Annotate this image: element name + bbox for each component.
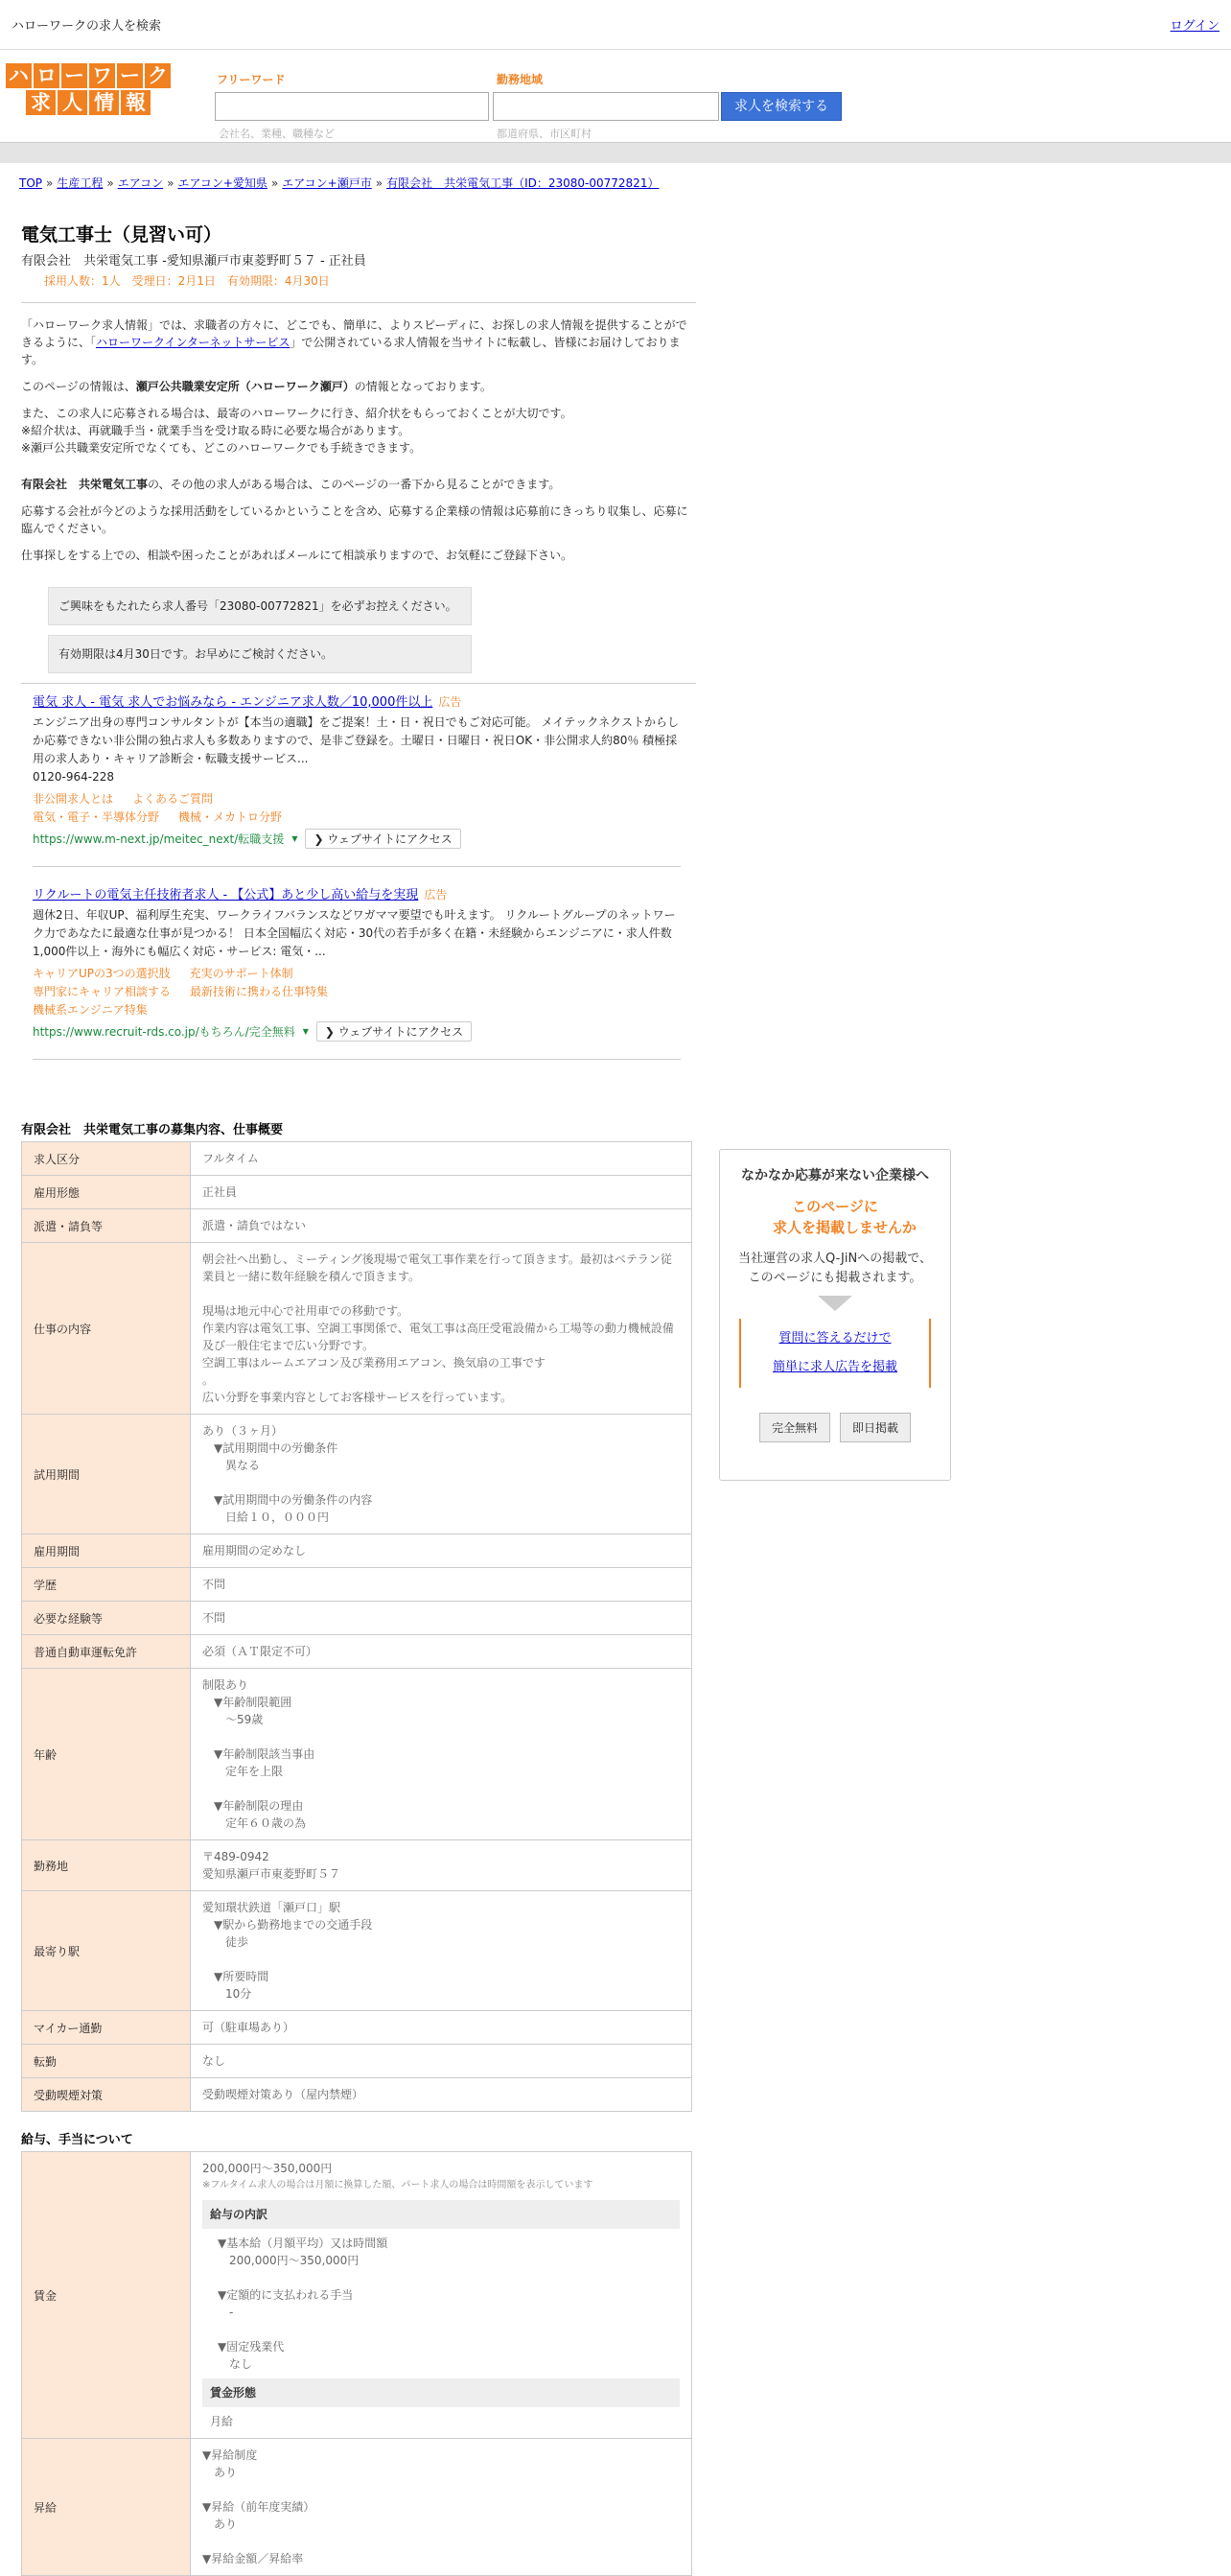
row-value: フルタイム bbox=[191, 1142, 692, 1176]
wage-title: 給与、手当について bbox=[21, 2133, 133, 2147]
table-row bbox=[22, 1669, 692, 1840]
site-title: ハローワークの求人を検索 bbox=[12, 19, 162, 34]
table-row bbox=[22, 1243, 692, 1415]
table-row bbox=[22, 1840, 692, 1891]
row-value: あり（３ヶ月） ▼試用期間中の労働条件 異なる ▼試用期間中の労働条件の内容 日給１０，０００円 bbox=[191, 1415, 692, 1534]
divider-bar bbox=[0, 142, 1231, 163]
logo-char: ク bbox=[145, 63, 171, 88]
row-key: 普通自動車運転免許 bbox=[22, 1635, 191, 1669]
table-row bbox=[22, 2439, 692, 2576]
row-value bbox=[191, 2152, 692, 2439]
breadcrumb-link[interactable]: エアコン+瀬戸市 bbox=[282, 176, 372, 190]
ad-sitelink[interactable]: 最新技術に携わる仕事特集 bbox=[190, 985, 329, 998]
wage-form: 月給 bbox=[210, 2415, 234, 2428]
breadcrumb-link[interactable]: エアコン bbox=[117, 176, 164, 190]
wage-form-heading: 賃金形態 bbox=[202, 2378, 680, 2407]
advice-paragraph: 応募する会社が今どのような採用活動をしているかということを含め、応募する企業様の情報は応募前にきっちり収集し、応募に臨んでください。 bbox=[21, 504, 688, 535]
row-value: 派遣・請負ではない bbox=[191, 1209, 692, 1243]
ad-sitelink[interactable]: 非公開求人とは bbox=[33, 792, 114, 806]
details-table bbox=[21, 1141, 692, 2112]
logo-char: ー bbox=[61, 63, 87, 88]
logo-char: 人 bbox=[58, 90, 87, 115]
logo-char: ー bbox=[117, 63, 143, 88]
free-button[interactable]: 完全無料 bbox=[759, 1413, 830, 1442]
table-row bbox=[22, 2152, 692, 2439]
main-content bbox=[21, 221, 696, 2576]
sidebar-link-post-ad[interactable]: 簡単に求人広告を掲載 bbox=[772, 1360, 897, 1374]
details-title: 有限会社 共栄電気工事の募集内容、仕事概要 bbox=[21, 1123, 284, 1137]
ad-title-link[interactable]: リクルートの電気主任技術者求人 - 【公式】あと少し高い給与を実現 bbox=[33, 888, 419, 902]
table-row bbox=[22, 1142, 692, 1176]
job-number-note: ご興味をもたれたら求人番号「23080-00772821」を必ずお控えください。 bbox=[48, 587, 472, 625]
same-day-button[interactable]: 即日掲載 bbox=[840, 1413, 911, 1442]
expiry-note: 有効期限は4月30日です。お早めにご検討ください。 bbox=[48, 635, 472, 673]
keyword-label: フリーワード bbox=[217, 73, 286, 86]
ad-badge: 広告 bbox=[438, 695, 462, 709]
row-value: ▼昇給制度 あり ▼昇給（前年度実績） あり ▼昇給金額／昇給率 bbox=[191, 2439, 692, 2576]
area-input[interactable] bbox=[493, 92, 719, 121]
source-paragraph: このページの情報は、瀬戸公共職業安定所（ハローワーク瀬戸）の情報となっております。 bbox=[21, 380, 492, 393]
table-row bbox=[22, 1534, 692, 1568]
sidebar-links bbox=[739, 1319, 931, 1388]
logo[interactable] bbox=[4, 63, 173, 119]
row-value: なし bbox=[191, 2045, 692, 2078]
breadcrumb-separator: » bbox=[167, 176, 174, 190]
breadcrumb-link[interactable]: エアコン+愛知県 bbox=[177, 176, 267, 190]
job-title: 電気工事士（見習い可） bbox=[21, 224, 222, 246]
ad-sitelink[interactable]: 機械・メカトロ分野 bbox=[178, 810, 283, 824]
advertise-sidebar bbox=[719, 1149, 951, 1481]
ad-sitelinks bbox=[33, 790, 681, 827]
table-row bbox=[22, 1415, 692, 1534]
search-button[interactable]: 求人を検索する bbox=[721, 92, 842, 121]
row-value: 愛知環状鉄道「瀬戸口」駅 ▼駅から勤務地までの交通手段 徒歩 ▼所要時間 10分 bbox=[191, 1891, 692, 2011]
breadcrumb-separator: » bbox=[46, 176, 54, 190]
row-value: 不問 bbox=[191, 1568, 692, 1602]
wage-range: 200,000円〜350,000円 bbox=[202, 2162, 333, 2175]
row-value: 不問 bbox=[191, 1602, 692, 1635]
row-key: 賃金 bbox=[22, 2152, 191, 2439]
row-key: 派遣・請負等 bbox=[22, 1209, 191, 1243]
row-key: 仕事の内容 bbox=[22, 1243, 191, 1415]
breakdown-heading: 給与の内訳 bbox=[202, 2200, 680, 2229]
sidebar-link-questions[interactable]: 質問に答えるだけで bbox=[778, 1331, 892, 1346]
company-line: 有限会社 共栄電気工事 -愛知県瀬戸市東菱野町５７ - 正社員 bbox=[21, 254, 366, 269]
ad-sitelink[interactable]: よくあるご質問 bbox=[132, 792, 214, 806]
row-key: マイカー通勤 bbox=[22, 2011, 191, 2045]
row-value: 可（駐車場あり） bbox=[191, 2011, 692, 2045]
breadcrumb-link[interactable]: 有限会社 共栄電気工事（ID：23080-00772821） bbox=[386, 176, 660, 190]
consult-paragraph: 仕事探しをする上での、相談や困ったことがあればメールにて相談承りますので、お気軽にご登録下さい。 bbox=[21, 549, 573, 562]
wage-table bbox=[21, 2151, 692, 2576]
row-key: 求人区分 bbox=[22, 1142, 191, 1176]
logo-char: 求 bbox=[26, 90, 56, 115]
area-hint: 都道府県、市区町村 bbox=[497, 128, 592, 140]
ad-block: 電気 求人 - 電気 求人でお悩みなら - エンジニア求人数／10,000件以上 広告 エンジニア出身の専門コンサルタントが【本当の適職】をご提案！土・日・祝日でもご対応可能。 メイテックネクストからしか応募できない非公開の独占求人も多数ありますので、是非ご登録を。土曜日・日曜日・祝日OK・非公開求人約80％ 積極採用の求人あり・キャリア診断会・転職支援サービス... 0120-964-228 非公開求人とは よくあるご質問 電気・電子・半導体分野 機械・メカトロ分野 https://www.m-next.jp/meitec_next/転職支援 ▼ ❯ ウェブサイトにアクセス bbox=[33, 691, 681, 867]
row-key: 昇給 bbox=[22, 2439, 191, 2576]
table-row bbox=[22, 2011, 692, 2045]
ad-description: エンジニア出身の専門コンサルタントが【本当の適職】をご提案！土・日・祝日でもご対応可能。 メイテックネクストからしか応募できない非公開の独占求人も多数ありますので、是非ご登録を。土曜日・日曜日・祝日OK・非公開求人約80％ 積極採用の求人あり・キャリア診断会・転職支援サービス... bbox=[33, 715, 679, 765]
row-key: 最寄り駅 bbox=[22, 1891, 191, 2011]
row-key: 受動喫煙対策 bbox=[22, 2078, 191, 2112]
referral-paragraph: また、この求人に応募される場合は、最寄のハローワークに行き、紹介状をもらっておくことが大切です。 ※紹介状は、再就職手当・就業手当を受け取る時に必要な場合があります。 ※瀬戸公共職業安定所でなくても、どこのハローワークでも手続きできます。 bbox=[21, 407, 572, 455]
login-link[interactable]: ログイン bbox=[1170, 19, 1219, 34]
table-row bbox=[22, 1209, 692, 1243]
logo-char: 情 bbox=[89, 90, 119, 115]
ad-sitelinks bbox=[33, 965, 681, 1019]
row-value: 必須（ＡＴ限定不可） bbox=[191, 1635, 692, 1669]
row-value: 制限あり ▼年齢制限範囲 〜59歳 ▼年齢制限該当事由 定年を上限 ▼年齢制限の理由 定年６０歳の為 bbox=[191, 1669, 692, 1840]
ad-description: 週休2日、年収UP、福利厚生充実、ワークライフバランスなどワガママ要望でも叶えます。 リクルートグループのネットワーク力であなたに最適な仕事が見つかる！ 日本全国幅広く対応・30代の若手が多く在籍・未経験からエンジニアに・求人件数1,000件以上・海外にも幅広く対応・サービス: 電気・... bbox=[33, 908, 676, 958]
row-key: 雇用期間 bbox=[22, 1534, 191, 1568]
ad-sitelink[interactable]: 機械系エンジニア特集 bbox=[33, 1003, 148, 1017]
area-label: 勤務地域 bbox=[497, 73, 544, 86]
row-key: 勤務地 bbox=[22, 1840, 191, 1891]
visit-website-button[interactable]: ❯ ウェブサイトにアクセス bbox=[316, 1021, 472, 1042]
breadcrumb-separator: » bbox=[375, 176, 383, 190]
top-bar bbox=[0, 0, 1231, 50]
ad-url[interactable]: https://www.recruit-rds.co.jp/もちろん/完全無料 bbox=[33, 1025, 295, 1039]
keyword-hint: 会社名、業種、職種など bbox=[219, 128, 335, 140]
breadcrumb-separator: » bbox=[106, 176, 114, 190]
ad-sitelink[interactable]: キャリアUPの3つの選択肢 bbox=[33, 967, 171, 980]
intro-paragraph: 「ハローワーク求人情報」では、求職者の方々に、どこでも、簡単に、よりスピーディに、お探しの求人情報を提供することができるように、「ハローワークインターネットサービス」で公開されている求人情報を当サイトに転載し、皆様にお届けしております。 bbox=[21, 318, 687, 366]
breadcrumb-link[interactable]: 生産工程 bbox=[57, 176, 104, 190]
table-row bbox=[22, 1635, 692, 1669]
row-value: 受動喫煙対策あり（屋内禁煙） bbox=[191, 2078, 692, 2112]
hellowork-internet-link[interactable]: ハローワークインターネットサービス bbox=[96, 336, 290, 349]
ad-sitelink[interactable]: 充実のサポート体制 bbox=[189, 967, 293, 980]
row-value: 雇用期間の定めなし bbox=[191, 1534, 692, 1568]
row-value: 正社員 bbox=[191, 1176, 692, 1209]
down-arrow-icon bbox=[818, 1296, 852, 1311]
row-key: 学歴 bbox=[22, 1568, 191, 1602]
logo-char: ロ bbox=[34, 63, 59, 88]
sidebar-title: なかなか応募が来ない企業様へ bbox=[741, 1168, 929, 1183]
breadcrumb-separator: » bbox=[270, 176, 279, 190]
row-value: 〒489-0942 愛知県瀬戸市東菱野町５７ bbox=[191, 1840, 692, 1891]
ad-sitelink[interactable]: 電気・電子・半導体分野 bbox=[33, 810, 160, 824]
sidebar-text: 当社運営の求人Q-JiNへの掲載で、 このページにも掲載されます。 bbox=[738, 1252, 932, 1285]
table-row bbox=[22, 1568, 692, 1602]
table-row bbox=[22, 2045, 692, 2078]
ad-block: リクルートの電気主任技術者求人 - 【公式】あと少し高い給与を実現 広告 週休2日、年収UP、福利厚生充実、ワークライフバランスなどワガママ要望でも叶えます。 リクルートグループのネットワーク力であなたに最適な仕事が見つかる！ 日本全国幅広く対応・30代の若手が多く在籍・未経験からエンジニアに・求人件数1,000件以上・海外にも幅広く対応・サービス: 電気・... キャリアUPの3つの選択肢 充実のサポート体制 専門家にキャリア相談する 最新技術に携わる仕事特集 機械系エンジニア特集 https://www.recruit-rds.co.jp/もちろん/完全無料 ▼ ❯ ウェブサイトにアクセス bbox=[33, 884, 681, 1060]
divider bbox=[21, 683, 696, 684]
visit-website-button[interactable]: ❯ ウェブサイトにアクセス bbox=[305, 829, 460, 849]
table-row bbox=[22, 1176, 692, 1209]
sidebar-lead: このページに 求人を掲載しませんか bbox=[772, 1198, 917, 1236]
ad-url[interactable]: https://www.m-next.jp/meitec_next/転職支援 bbox=[33, 832, 285, 846]
ad-phone[interactable]: 0120-964-228 bbox=[33, 770, 115, 784]
row-key: 雇用形態 bbox=[22, 1176, 191, 1209]
divider bbox=[21, 302, 696, 303]
breadcrumb-link[interactable]: TOP bbox=[19, 176, 43, 190]
ad-badge: 広告 bbox=[424, 888, 448, 902]
row-key: 必要な経験等 bbox=[22, 1602, 191, 1635]
wage-breakdown: ▼基本給（月額平均）又は時間額 200,000円〜350,000円 ▼定額的に支払われる手当 - ▼固定残業代 なし bbox=[218, 2236, 388, 2371]
keyword-input[interactable] bbox=[215, 92, 489, 121]
table-row bbox=[22, 1602, 692, 1635]
wage-note: ※フルタイム求人の場合は月額に換算した額、パート求人の場合は時間額を表示しています bbox=[202, 2180, 593, 2190]
ad-title-link[interactable]: 電気 求人 - 電気 求人でお悩みなら - エンジニア求人数／10,000件以上 bbox=[33, 695, 433, 710]
breadcrumb bbox=[19, 175, 659, 191]
job-meta: 採用人数：1人 受理日：2月1日 有効期限：4月30日 bbox=[44, 274, 330, 288]
row-key: 年齢 bbox=[22, 1669, 191, 1840]
table-row bbox=[22, 1891, 692, 2011]
other-jobs-paragraph: 有限会社 共栄電気工事の、その他の求人がある場合は、このページの一番下から見ることができます。 bbox=[21, 478, 561, 491]
row-key: 転勤 bbox=[22, 2045, 191, 2078]
logo-char: 報 bbox=[121, 90, 151, 115]
ad-sitelink[interactable]: 専門家にキャリア相談する bbox=[33, 985, 172, 998]
row-value: 朝会社へ出勤し、ミーティング後現場で電気工事作業を行って頂きます。最初はベテラン従業員と一緒に数年経験を積んで頂きます。 現場は地元中心で社用車での移動です。 作業内容は電気工事、空調工事関係で、電気工事は高圧受電設備から工場等の動力機械設備及び一般住宅まで広い分野です。 空調工事はルームエアコン及び業務用エアコン、換気扇の工事です 。 広い分野を事業内容としてお客様サービスを行っています。 bbox=[191, 1243, 692, 1415]
table-row bbox=[22, 2078, 692, 2112]
logo-char: ワ bbox=[89, 63, 115, 88]
row-key: 試用期間 bbox=[22, 1415, 191, 1534]
logo-char: ハ bbox=[6, 63, 32, 88]
